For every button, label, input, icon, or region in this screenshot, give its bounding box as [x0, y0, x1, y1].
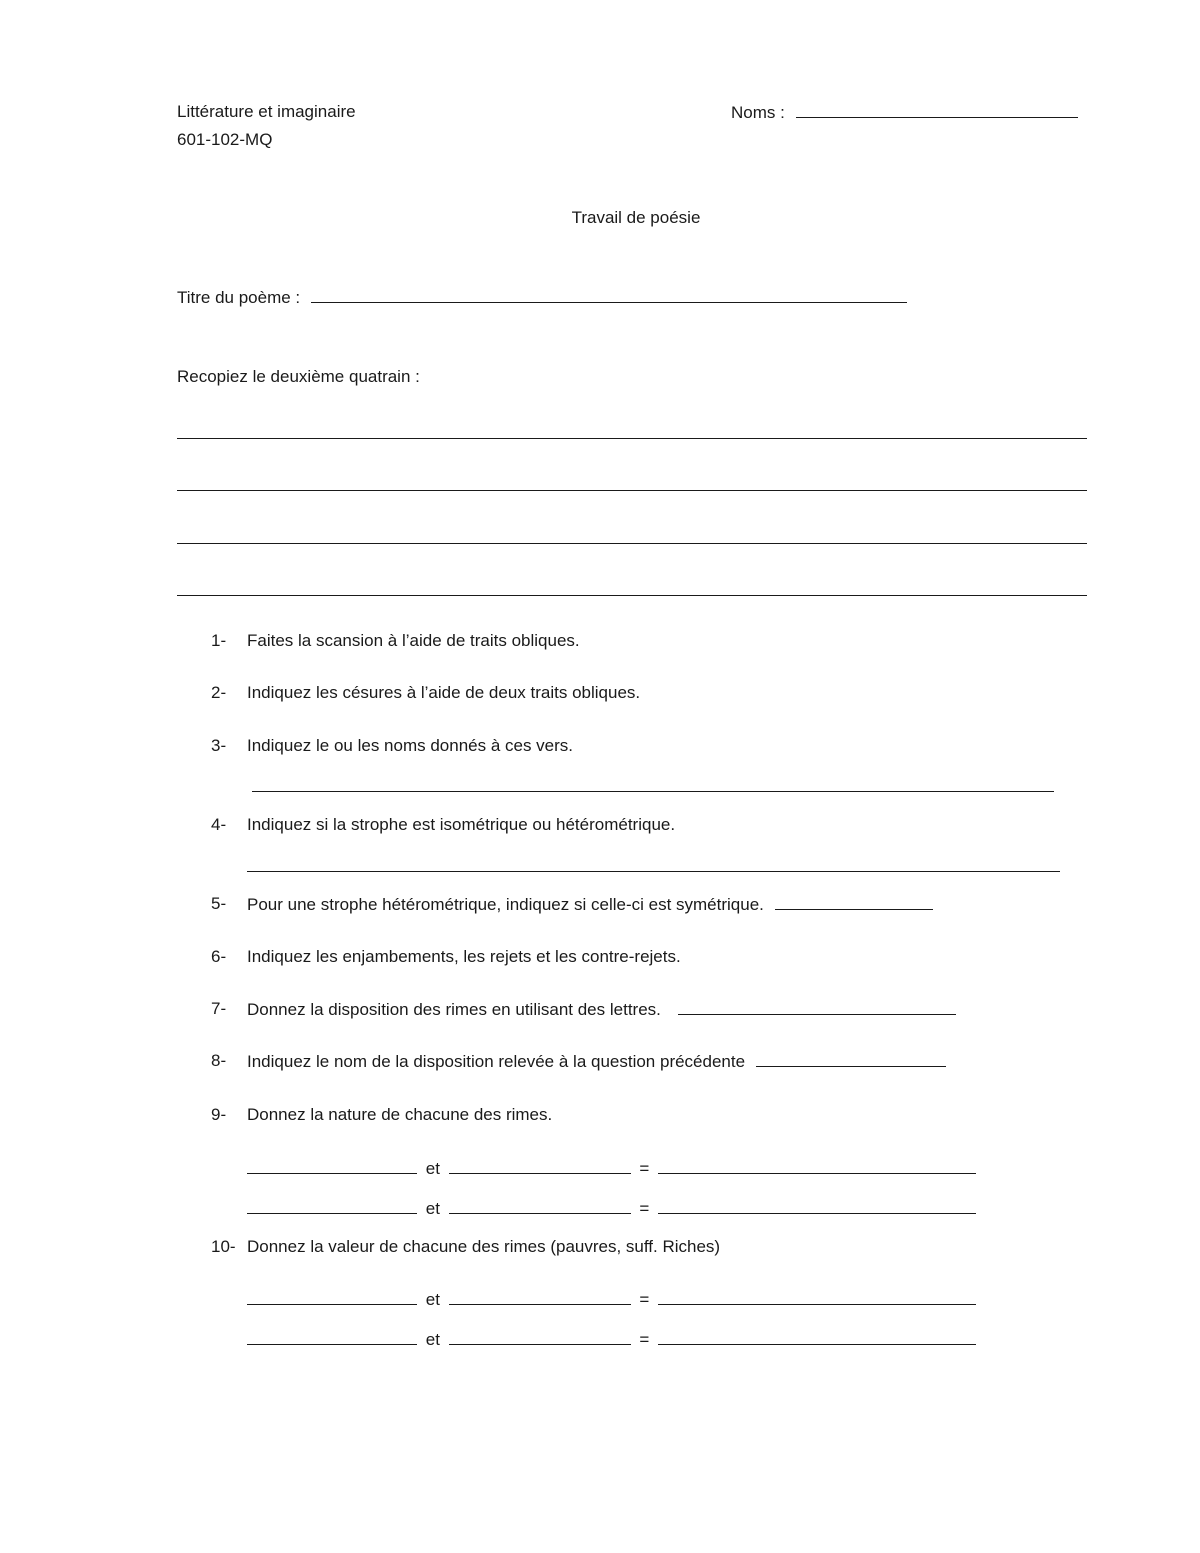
copy-instruction: Recopiez le deuxième quatrain :: [177, 367, 420, 386]
question-text-with-blank: [247, 998, 956, 1021]
rhyme-result-blank[interactable]: [658, 1328, 976, 1345]
answer-blank-q7[interactable]: [678, 998, 956, 1015]
rhyme-blank-b[interactable]: [449, 1197, 631, 1214]
question-number: 5-: [211, 894, 227, 913]
rhyme-pair-row: [247, 1197, 976, 1220]
equals-sign: =: [639, 1199, 650, 1218]
question-text: Donnez la nature de chacune des rimes.: [247, 1105, 553, 1124]
rhyme-result-blank[interactable]: [658, 1288, 976, 1305]
rhyme-blank-a[interactable]: [247, 1157, 417, 1174]
quatrain-line-1[interactable]: [177, 438, 1087, 439]
names-blank[interactable]: [796, 101, 1078, 118]
question-text: Indiquez si la strophe est isométrique ou hétérométrique.: [247, 815, 676, 834]
question-text: Pour une strophe hétérométrique, indiquez si celle-ci est symétrique.: [247, 895, 764, 914]
pair-connector: et: [425, 1330, 440, 1349]
question-number: 8-: [211, 1051, 227, 1070]
question-number: 3-: [211, 736, 227, 755]
rhyme-blank-b[interactable]: [449, 1328, 631, 1345]
rhyme-result-blank[interactable]: [658, 1157, 976, 1174]
quatrain-line-3[interactable]: [177, 543, 1087, 544]
question-text: Donnez la disposition des rimes en utilisant des lettres.: [247, 1000, 661, 1019]
rhyme-result-blank[interactable]: [658, 1197, 976, 1214]
rhyme-blank-b[interactable]: [449, 1157, 631, 1174]
rhyme-blank-a[interactable]: [247, 1328, 417, 1345]
answer-line-q4[interactable]: [247, 871, 1060, 872]
names-label: Noms :: [731, 103, 785, 122]
question-text: Indiquez le nom de la disposition relevée à la question précédente: [247, 1052, 746, 1071]
question-number: 4-: [211, 815, 227, 834]
quatrain-line-4[interactable]: [177, 595, 1087, 596]
answer-line-q3[interactable]: [252, 791, 1054, 792]
names-field: [731, 101, 1078, 124]
pair-connector: et: [425, 1199, 440, 1218]
poem-title-label: Titre du poème :: [177, 288, 301, 307]
question-number: 7-: [211, 999, 227, 1018]
question-number: 6-: [211, 947, 227, 966]
question-text-with-blank: [247, 1050, 946, 1073]
question-text: Indiquez les enjambements, les rejets et les contre-rejets.: [247, 947, 681, 966]
equals-sign: =: [639, 1290, 650, 1309]
rhyme-pair-row: [247, 1288, 976, 1311]
rhyme-blank-a[interactable]: [247, 1288, 417, 1305]
question-text: Indiquez le ou les noms donnés à ces vers.: [247, 736, 574, 755]
rhyme-blank-b[interactable]: [449, 1288, 631, 1305]
answer-blank-q5[interactable]: [775, 893, 933, 910]
rhyme-pair-row: [247, 1328, 976, 1351]
question-text: Indiquez les césures à l’aide de deux traits obliques.: [247, 683, 641, 702]
pair-connector: et: [425, 1159, 440, 1178]
course-title: Littérature et imaginaire: [177, 102, 356, 121]
question-text: Faites la scansion à l’aide de traits obliques.: [247, 631, 580, 650]
quatrain-line-2[interactable]: [177, 490, 1087, 491]
pair-connector: et: [425, 1290, 440, 1309]
question-text: Donnez la valeur de chacune des rimes (pauvres, suff. Riches): [247, 1237, 721, 1256]
question-number: 10-: [211, 1237, 236, 1256]
answer-blank-q8[interactable]: [756, 1050, 946, 1067]
course-code: 601-102-MQ: [177, 130, 273, 149]
question-text-with-blank: [247, 893, 933, 916]
question-number: 2-: [211, 683, 227, 702]
document-title: Travail de poésie: [571, 208, 701, 227]
equals-sign: =: [639, 1159, 650, 1178]
rhyme-pair-row: [247, 1157, 976, 1180]
poem-title-blank[interactable]: [311, 286, 907, 303]
question-number: 1-: [211, 631, 227, 650]
poem-title-field: [177, 286, 907, 309]
question-number: 9-: [211, 1105, 227, 1124]
rhyme-blank-a[interactable]: [247, 1197, 417, 1214]
equals-sign: =: [639, 1330, 650, 1349]
